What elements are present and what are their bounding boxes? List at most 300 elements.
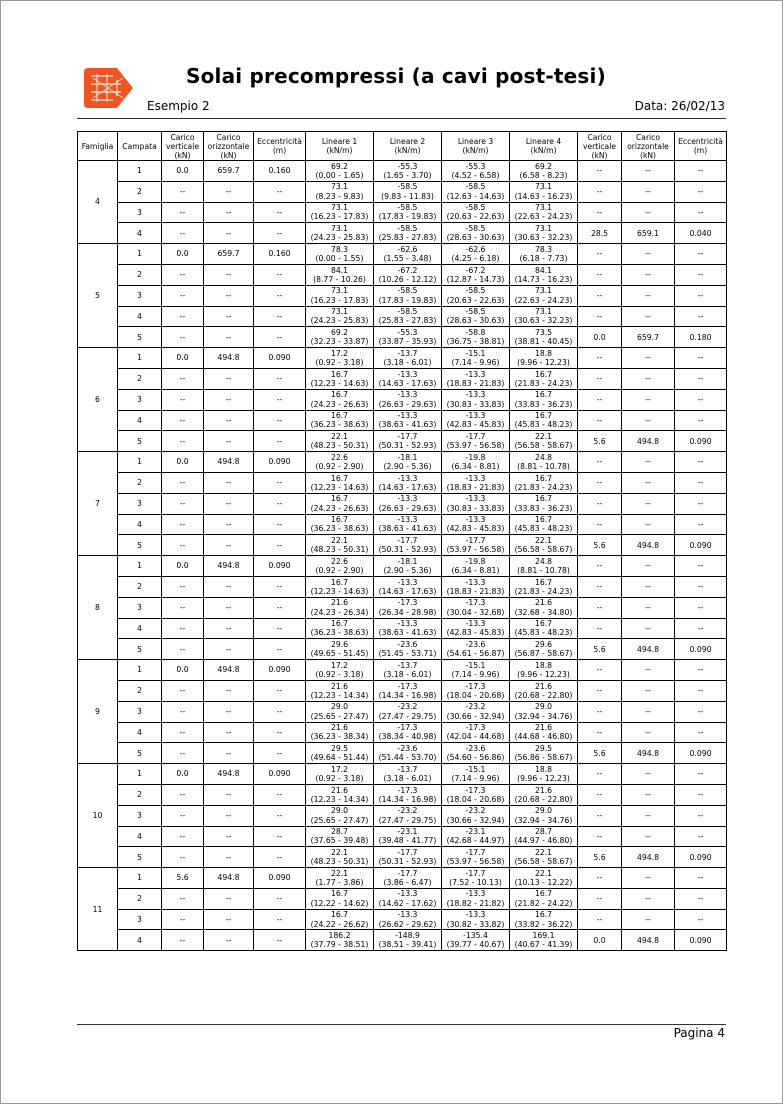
eccentricita-end-cell: -- [675,181,727,202]
lineare-3-cell [442,680,510,701]
load-range: (33.83 - 36.23) [514,503,573,513]
eccentricita-cell: 0.090 [254,556,306,577]
load-range: (7.14 - 9.96) [451,670,500,680]
eccentricita-cell: 0.090 [254,868,306,889]
page-number: Pagina 4 [673,1026,725,1040]
table-row [78,576,727,597]
carico-orizzontale-end-cell: -- [622,244,675,265]
campata-cell: 1 [118,244,162,265]
carico-orizzontale-end-cell: -- [622,348,675,369]
load-range: (1.55 - 3.48) [383,254,432,264]
load-range: (36.23 - 38.63) [310,420,369,430]
lineare-4-cell [510,784,578,805]
eccentricita-cell: 0.160 [254,161,306,182]
load-range: (12.23 - 14.63) [310,482,369,492]
carico-orizzontale-cell: -- [204,431,254,452]
lineare-1-cell [306,431,374,452]
load-range: (17.83 - 19.83) [378,212,437,222]
carico-verticale-cell: -- [162,826,204,847]
load-range: (3.18 - 6.01) [383,774,432,783]
lineare-1-cell [306,680,374,701]
carico-verticale-cell: 0.0 [162,556,204,577]
load-value: -13.3 [465,889,486,899]
load-range: (44.97 - 46.80) [514,836,573,846]
carico-verticale-end-cell: -- [578,722,622,743]
table-row [78,348,727,369]
column-header-line: Carico [635,132,660,142]
carico-orizzontale-end-cell: -- [622,161,675,182]
campata-cell: 2 [118,472,162,493]
load-range: (0.92 - 3.18) [315,670,364,680]
load-range: (53.97 - 56.58) [446,857,505,867]
lineare-4-cell [510,888,578,909]
load-range: (36.75 - 38.81) [446,337,505,347]
eccentricita-end-cell: 0.090 [675,535,727,556]
campata-cell: 4 [118,826,162,847]
carico-orizzontale-cell: -- [204,805,254,826]
load-value: 16.7 [534,910,553,920]
lineare-1-cell [306,472,374,493]
load-value: 29.5 [330,743,349,753]
lineare-4-cell [510,514,578,535]
carico-verticale-end-cell: -- [578,764,622,785]
carico-orizzontale-cell: -- [204,306,254,327]
load-range: (32.68 - 34.80) [514,607,573,617]
load-value: 22.1 [534,535,553,545]
eccentricita-end-cell: -- [675,285,727,306]
carico-orizzontale-end-cell: 494.8 [622,535,675,556]
load-value: -148.9 [395,931,420,941]
load-value: -13.3 [465,390,486,400]
carico-orizzontale-end-cell: -- [622,680,675,701]
carico-orizzontale-cell: -- [204,327,254,348]
carico-orizzontale-end-cell: -- [622,764,675,785]
lineare-1-cell [306,368,374,389]
famiglia-cell: 7 [78,452,118,556]
load-value: 16.7 [330,910,349,920]
table-row [78,368,727,389]
lineare-2-cell [374,826,442,847]
load-value: -23.2 [465,702,486,712]
load-value: -15.1 [465,764,486,774]
load-value: -62.6 [465,244,486,254]
eccentricita-end-cell: -- [675,493,727,514]
load-range: (45.83 - 48.23) [514,420,573,430]
carico-verticale-end-cell: -- [578,493,622,514]
lineare-1-cell [306,743,374,764]
load-value: -15.1 [465,348,486,358]
lineare-2-cell [374,639,442,660]
lineare-1-cell [306,805,374,826]
carico-verticale-cell: 0.0 [162,452,204,473]
load-range: (8.23 - 9.83) [315,191,364,201]
load-range: (42.04 - 44.68) [446,732,505,742]
load-range: (12.23 - 14.34) [310,690,369,700]
carico-orizzontale-cell: -- [204,722,254,743]
carico-orizzontale-end-cell: 659.7 [622,327,675,348]
lineare-4-cell [510,389,578,410]
load-value: 16.7 [534,515,553,525]
campata-cell: 1 [118,764,162,785]
campata-cell: 5 [118,639,162,660]
load-range: (7.14 - 9.96) [451,358,500,368]
load-value: -67.2 [465,265,486,275]
load-range: (0.92 - 3.18) [315,358,364,368]
table-row [78,556,727,577]
lineare-1-cell [306,161,374,182]
load-value: 22.1 [534,847,553,857]
carico-orizzontale-end-cell: -- [622,722,675,743]
load-range: (21.83 - 24.23) [514,586,573,596]
lineare-1-cell [306,888,374,909]
load-value: -13.3 [465,473,486,483]
load-value: -13.3 [397,494,418,504]
eccentricita-end-cell: -- [675,722,727,743]
load-range: (9.96 - 12.23) [517,358,570,368]
carico-verticale-end-cell: -- [578,784,622,805]
campata-cell: 3 [118,909,162,930]
carico-orizzontale-end-cell: -- [622,701,675,722]
campata-cell: 3 [118,805,162,826]
carico-verticale-end-cell: -- [578,701,622,722]
lineare-2-cell [374,847,442,868]
load-range: (50.31 - 52.93) [378,857,437,867]
load-value: -58.5 [397,182,418,192]
load-value: -13.3 [465,369,486,379]
carico-verticale-end-cell: -- [578,161,622,182]
carico-verticale-end-cell: -- [578,576,622,597]
campata-cell: 3 [118,389,162,410]
lineare-1-cell [306,493,374,514]
load-value: 186.2 [328,931,351,941]
column-header-line: orizzontale [207,141,250,151]
carico-verticale-cell: -- [162,930,204,951]
lineare-1-cell [306,452,374,473]
lineare-4-cell [510,576,578,597]
load-range: (49.65 - 51.45) [310,649,369,659]
table-row [78,888,727,909]
load-value: -13.3 [397,889,418,899]
load-value: -17.7 [465,535,486,545]
carico-verticale-cell: -- [162,639,204,660]
lineare-4-cell [510,930,578,951]
carico-verticale-cell: 5.6 [162,868,204,889]
lineare-1-cell [306,701,374,722]
famiglia-cell: 4 [78,161,118,244]
campata-cell: 4 [118,514,162,535]
lineare-2-cell [374,909,442,930]
carico-verticale-cell: -- [162,327,204,348]
eccentricita-cell: 0.160 [254,244,306,265]
lineare-4-cell [510,368,578,389]
lineare-4-cell [510,764,578,785]
load-value: -23.2 [397,702,418,712]
lineare-4-cell [510,493,578,514]
load-value: -55.3 [397,161,418,171]
eccentricita-end-cell: -- [675,244,727,265]
load-range: (12.23 - 14.63) [310,378,369,388]
lineare-3-cell [442,597,510,618]
carico-orizzontale-end-cell: -- [622,805,675,826]
load-range: (9.83 - 11.83) [381,191,434,201]
load-value: -13.3 [465,619,486,629]
page-title: Solai precompressi (a cavi post-tesi) [186,64,606,88]
load-value: 21.6 [330,785,349,795]
load-range: (30.83 - 33.83) [446,399,505,409]
eccentricita-cell: -- [254,368,306,389]
campata-cell: 5 [118,431,162,452]
load-value: -17.7 [397,431,418,441]
lineare-1-cell [306,514,374,535]
load-range: (4.52 - 6.58) [451,170,500,180]
carico-verticale-cell: -- [162,743,204,764]
lineare-4-cell [510,743,578,764]
column-header [254,132,306,161]
eccentricita-end-cell: -- [675,909,727,930]
load-range: (6.58 - 8.23) [519,170,568,180]
load-value: 16.7 [534,619,553,629]
carico-orizzontale-end-cell: -- [622,784,675,805]
lineare-3-cell [442,535,510,556]
carico-verticale-cell: -- [162,223,204,244]
lineare-2-cell [374,493,442,514]
load-range: (6.34 - 8.81) [451,566,500,576]
carico-orizzontale-end-cell: -- [622,597,675,618]
carico-orizzontale-end-cell: -- [622,618,675,639]
eccentricita-cell: -- [254,389,306,410]
load-range: (14.63 - 17.63) [378,586,437,596]
eccentricita-end-cell: -- [675,410,727,431]
load-range: (30.66 - 32.94) [446,711,505,721]
load-value: -17.7 [465,431,486,441]
load-range: (18.83 - 21.83) [446,378,505,388]
load-range: (38.34 - 40.98) [378,732,437,742]
load-range: (48.23 - 50.31) [310,545,369,555]
carico-orizzontale-end-cell: -- [622,181,675,202]
carico-verticale-cell: 0.0 [162,348,204,369]
column-header-line: Eccentricità [257,137,302,146]
load-range: (10.13 - 12.22) [514,877,573,887]
campata-cell: 4 [118,223,162,244]
lineare-1-cell [306,264,374,285]
column-header-line: orizzontale [627,141,669,151]
table-row [78,784,727,805]
load-value: 21.6 [534,598,553,608]
load-value: 16.7 [330,411,349,421]
eccentricita-cell: 0.090 [254,348,306,369]
load-value: -15.1 [465,660,486,670]
table-row [78,452,727,473]
eccentricita-cell: -- [254,264,306,285]
load-range: (18.04 - 20.68) [446,690,505,700]
load-range: (0.92 - 3.18) [315,774,364,783]
column-header-line: Lineare 3 [457,137,494,146]
lineare-3-cell [442,223,510,244]
eccentricita-cell: -- [254,784,306,805]
load-range: (14.63 - 16.23) [514,191,573,201]
load-value: 73.5 [534,327,553,337]
load-value: 17.2 [330,764,349,774]
load-range: (12.22 - 14.62) [310,898,369,908]
campata-cell: 1 [118,556,162,577]
carico-orizzontale-cell: 659.7 [204,244,254,265]
lineare-3-cell [442,431,510,452]
load-value: 28.7 [534,827,553,837]
load-range: (12.63 - 14.63) [446,191,505,201]
lineare-4-cell [510,701,578,722]
carico-verticale-end-cell: -- [578,472,622,493]
document-date: Data: 26/02/13 [634,99,725,113]
load-value: 16.7 [330,619,349,629]
lineare-4-cell [510,805,578,826]
load-range: (33.83 - 36.23) [514,399,573,409]
load-value: -58.5 [465,182,486,192]
column-header-line: (kN/m) [462,146,489,155]
table-row [78,722,727,743]
load-range: (30.63 - 32.23) [514,316,573,326]
eccentricita-cell: -- [254,223,306,244]
load-value: 24.8 [534,556,553,566]
lineare-3-cell [442,472,510,493]
table-row [78,826,727,847]
campata-cell: 1 [118,161,162,182]
column-header-line: Eccentricità [678,137,723,146]
table-row [78,431,727,452]
load-value: 29.0 [330,702,349,712]
carico-orizzontale-cell: -- [204,743,254,764]
load-value: 16.7 [330,577,349,587]
eccentricita-end-cell: 0.090 [675,431,727,452]
lineare-2-cell [374,660,442,681]
load-range: (6.34 - 8.81) [451,462,500,472]
lineare-3-cell [442,805,510,826]
carico-verticale-end-cell: -- [578,680,622,701]
carico-verticale-end-cell: 5.6 [578,847,622,868]
table-row [78,244,727,265]
campata-cell: 2 [118,264,162,285]
lineare-3-cell [442,909,510,930]
column-header [622,132,675,161]
load-range: (24.22 - 26.62) [310,919,369,929]
carico-orizzontale-cell: -- [204,909,254,930]
lineare-2-cell [374,389,442,410]
table-row [78,472,727,493]
carico-verticale-end-cell: 5.6 [578,639,622,660]
load-value: -17.3 [465,598,486,608]
eccentricita-cell: -- [254,285,306,306]
table-row [78,223,727,244]
load-value: 29.0 [534,702,553,712]
load-value: 18.8 [534,764,553,774]
carico-orizzontale-cell: -- [204,784,254,805]
carico-orizzontale-cell: -- [204,847,254,868]
carico-verticale-cell: -- [162,701,204,722]
lineare-4-cell [510,868,578,889]
lineare-2-cell [374,161,442,182]
lineare-4-cell [510,306,578,327]
load-value: -23.1 [397,827,418,837]
load-value: -13.3 [397,515,418,525]
load-range: (9.96 - 12.23) [517,774,570,783]
load-value: 21.6 [330,723,349,733]
table-row [78,618,727,639]
table-row [78,847,727,868]
load-value: -13.3 [397,619,418,629]
load-range: (30.66 - 32.94) [446,815,505,825]
carico-verticale-cell: -- [162,472,204,493]
lineare-2-cell [374,244,442,265]
eccentricita-end-cell: -- [675,868,727,889]
lineare-2-cell [374,264,442,285]
load-range: (32.94 - 34.76) [514,711,573,721]
lineare-3-cell [442,722,510,743]
eccentricita-cell: -- [254,847,306,868]
lineare-4-cell [510,202,578,223]
load-range: (14.63 - 17.63) [378,482,437,492]
carico-orizzontale-end-cell: -- [622,389,675,410]
carico-orizzontale-end-cell: -- [622,660,675,681]
table-body [78,161,727,951]
load-range: (6.18 - 7.73) [519,254,568,264]
load-value: -17.3 [397,785,418,795]
load-value: 21.6 [534,681,553,691]
eccentricita-cell: -- [254,930,306,951]
lineare-1-cell [306,202,374,223]
eccentricita-end-cell: -- [675,597,727,618]
example-subtitle: Esempio 2 [147,99,210,113]
carico-verticale-end-cell: -- [578,181,622,202]
eccentricita-cell: -- [254,576,306,597]
lineare-4-cell [510,618,578,639]
load-value: 16.7 [534,390,553,400]
carico-orizzontale-cell: -- [204,472,254,493]
carico-orizzontale-cell: 494.8 [204,348,254,369]
load-value: -58.5 [465,203,486,213]
eccentricita-cell: -- [254,327,306,348]
load-range: (26.62 - 29.62) [378,919,437,929]
carico-orizzontale-cell: 494.8 [204,764,254,785]
lineare-4-cell [510,660,578,681]
load-range: (24.23 - 25.83) [310,316,369,326]
famiglia-cell: 11 [78,868,118,951]
lineare-4-cell [510,327,578,348]
load-range: (24.23 - 26.63) [310,399,369,409]
lineare-2-cell [374,680,442,701]
carico-orizzontale-end-cell: 494.8 [622,930,675,951]
carico-verticale-end-cell: -- [578,348,622,369]
lineare-4-cell [510,597,578,618]
column-header-line: (kN) [639,150,656,160]
carico-orizzontale-cell: -- [204,618,254,639]
load-value: 69.2 [330,161,349,171]
lineare-3-cell [442,784,510,805]
lineare-4-cell [510,472,578,493]
lineare-1-cell [306,660,374,681]
carico-verticale-cell: -- [162,722,204,743]
load-range: (39.77 - 40.67) [446,940,505,950]
lineare-1-cell [306,244,374,265]
lineare-4-cell [510,826,578,847]
campata-cell: 2 [118,888,162,909]
carico-orizzontale-cell: 659.7 [204,161,254,182]
load-range: (21.82 - 24.22) [514,898,573,908]
carico-orizzontale-cell: -- [204,930,254,951]
eccentricita-cell: -- [254,909,306,930]
load-value: 24.8 [534,452,553,462]
campata-cell: 5 [118,327,162,348]
load-range: (21.83 - 24.23) [514,482,573,492]
load-value: 16.7 [534,369,553,379]
